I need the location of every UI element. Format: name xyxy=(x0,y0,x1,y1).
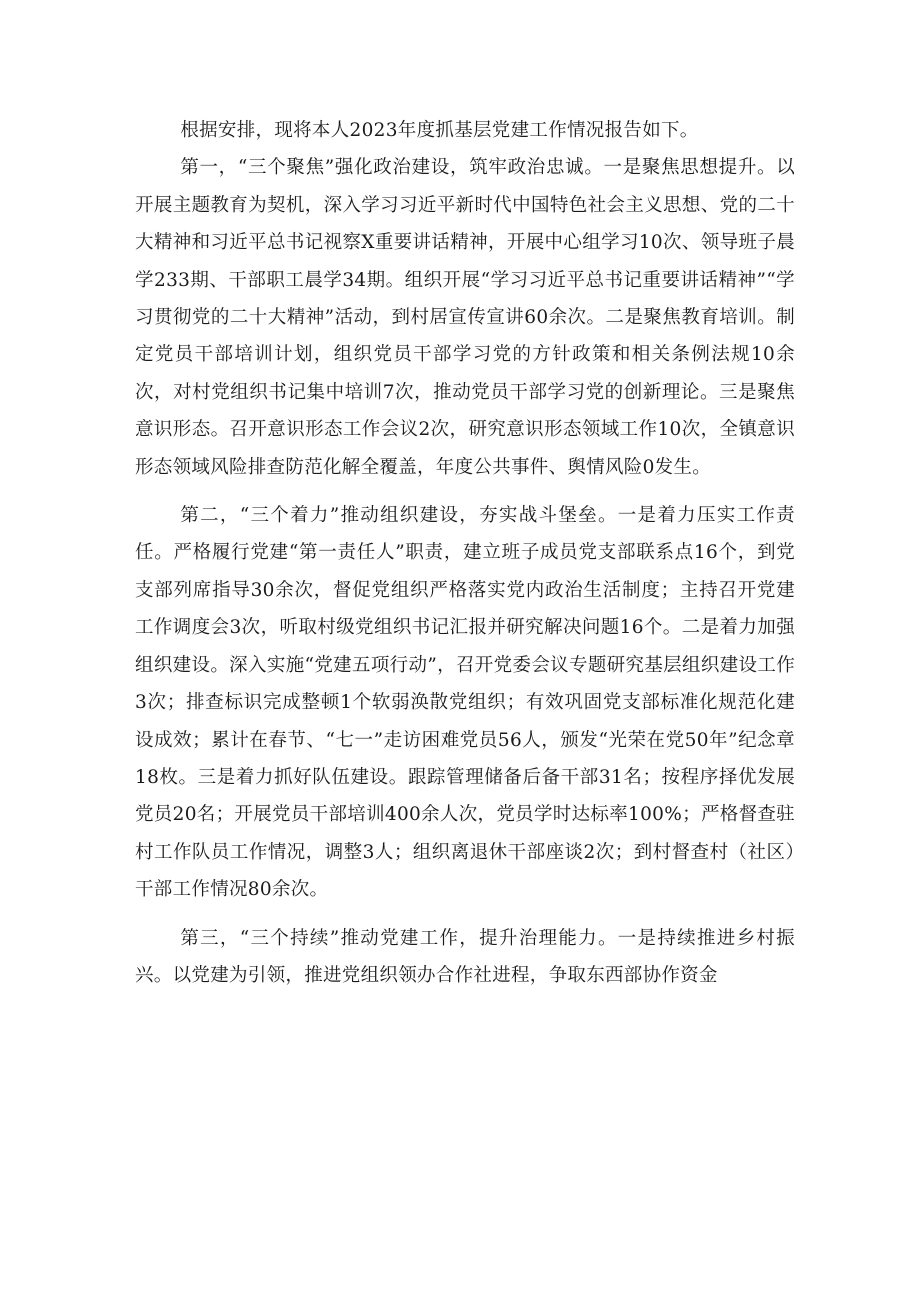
section-two-paragraph: 第二，“三个着力”推动组织建设，夯实战斗堡垒。一是着力压实工作责任。严格履行党建“第一责任人”职责，建立班子成员党支部联系点16个，到党支部列席指导30余次，督促党组织严格落实党内政治生活制度；主持召开党建工作调度会3次，听取村级党组织书记汇报并研究解决问题16个。二是着力加强组织建设。深入实施“党建五项行动”，召开党委会议专题研究基层组织建设工作3次；排查标识完成整顿1个软弱涣散党组织；有效巩固党支部标准化规范化建设成效；累计在春节、“七一”走访困难党员56人，颁发“光荣在党50年”纪念章18枚。三是着力抓好队伍建设。跟踪管理储备后备干部31名；按程序择优发展党员20名；开展党员干部培训400余人次，党员学时达标率100%；严格督查驻村工作队员工作情况，调整3人；组织离退休干部座谈2次；到村督查村（社区）干部工作情况80余次。 xyxy=(135,505,795,901)
intro-paragraph: 根据安排，现将本人2023年度抓基层党建工作情况报告如下。 xyxy=(180,120,699,141)
section-three-paragraph: 第三，“三个持续”推动党建工作，提升治理能力。一是持续推进乡村振兴。以党建为引领，推进党组织领办合作社进程，争取东西部协作资金 xyxy=(135,927,795,986)
document-body xyxy=(135,112,795,994)
section-one-paragraph: 第一，“三个聚焦”强化政治建设，筑牢政治忠诚。一是聚焦思想提升。以开展主题教育为契机，深入学习习近平新时代中国特色社会主义思想、党的二十大精神和习近平总书记视察X重要讲话精神，开展中心组学习10次、领导班子晨学233期、干部职工晨学34期。组织开展“学习习近平总书记重要讲话精神”“学习贯彻党的二十大精神”活动，到村居宣传宣讲60余次。二是聚焦教育培训。制定党员干部培训计划，组织党员干部学习党的方针政策和相关条例法规10余次，对村党组织书记集中培训7次，推动党员干部学习党的创新理论。三是聚焦意识形态。召开意识形态工作会议2次，研究意识形态领域工作10次，全镇意识形态领域风险排查防范化解全覆盖，年度公共事件、舆情风险0发生。 xyxy=(135,157,795,478)
